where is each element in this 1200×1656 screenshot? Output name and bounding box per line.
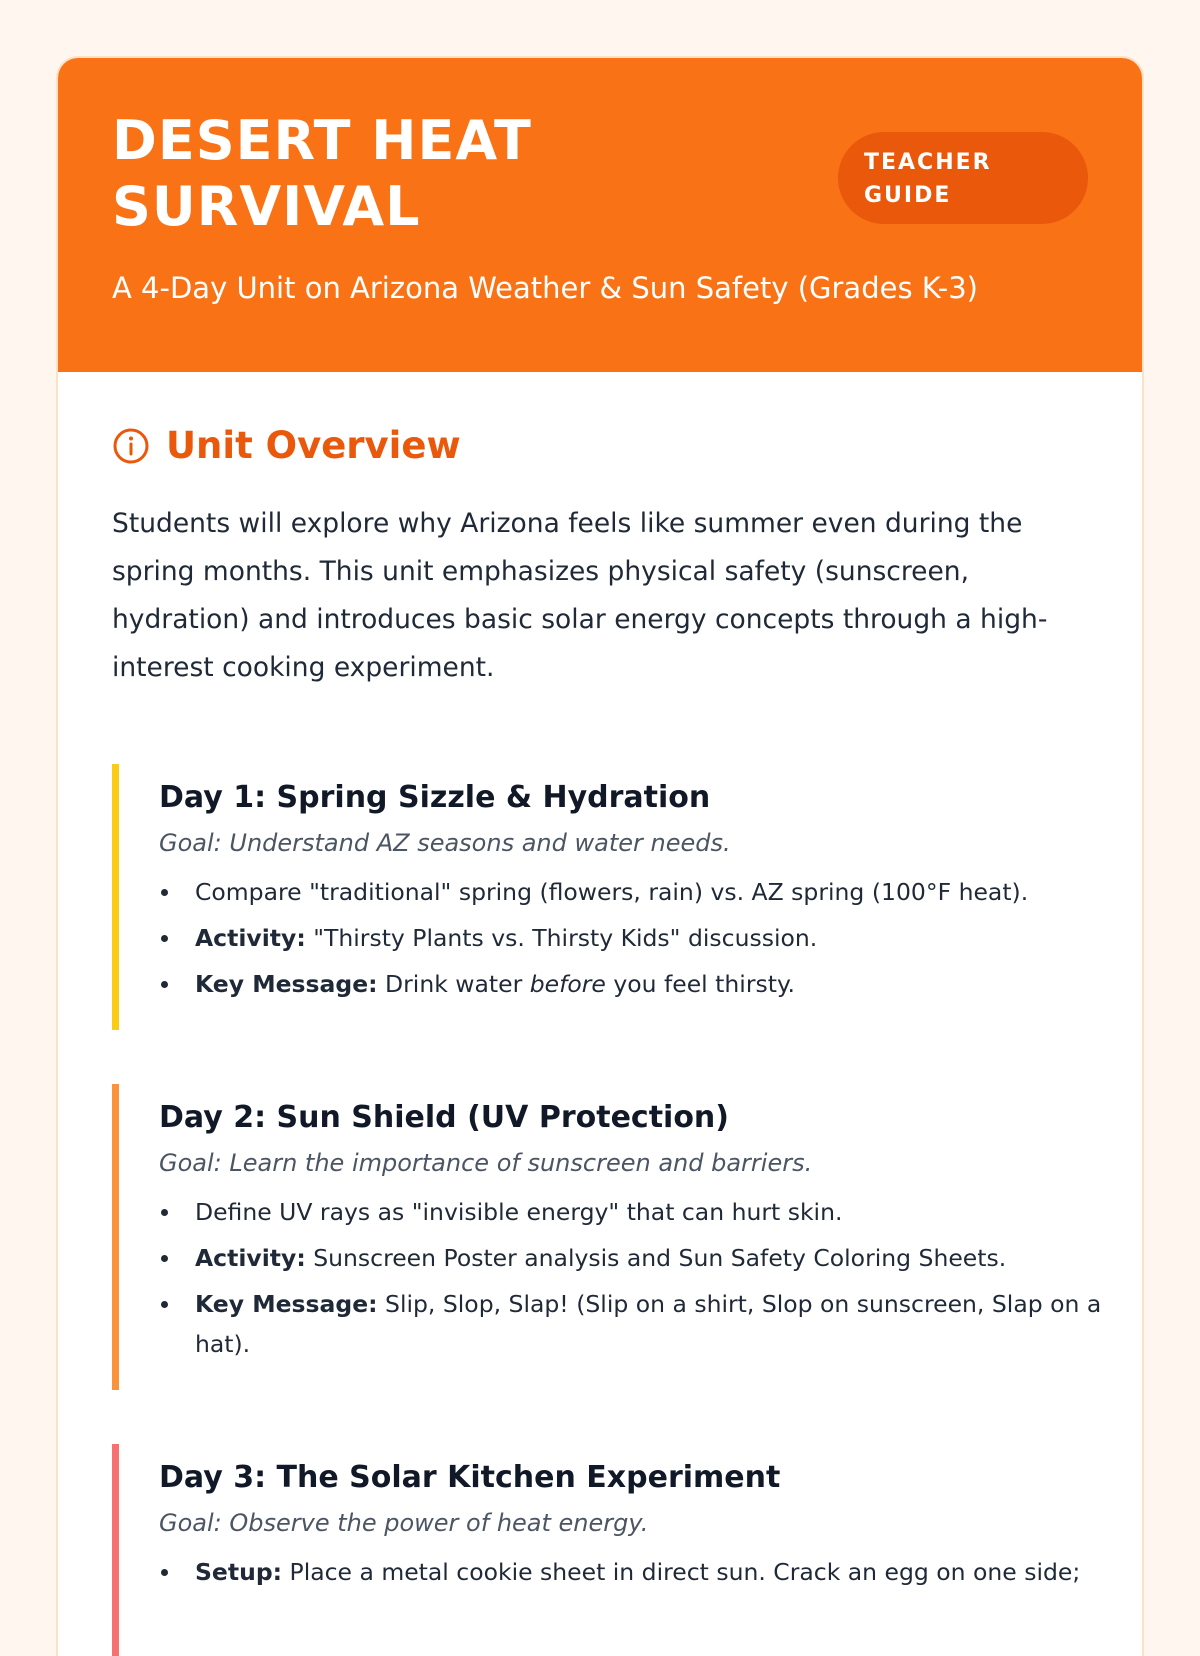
bullet-icon xyxy=(161,1569,168,1576)
day-1-activity-text: "Thirsty Plants vs. Thirsty Kids" discussion. xyxy=(305,924,818,952)
day-1-activity-label: Activity: xyxy=(195,924,306,952)
day-2-title: Day 2: Sun Shield (UV Protection) xyxy=(159,1100,729,1135)
bullet-icon xyxy=(161,1301,168,1308)
day-1-list xyxy=(159,872,1088,1004)
overview-title: Unit Overview xyxy=(166,424,461,467)
day-1-title: Day 1: Spring Sizzle & Hydration xyxy=(159,780,711,815)
bullet-icon xyxy=(161,981,168,988)
unit-subtitle: A 4-Day Unit on Arizona Weather & Sun Safety (Grades K-3) xyxy=(112,271,978,305)
day-3-setup-text: Place a metal cookie sheet in direct sun. Crack an egg on one side; xyxy=(282,1558,1081,1586)
day-2-activity-label: Activity: xyxy=(195,1244,306,1272)
day-3-section xyxy=(112,1444,1088,1656)
badge-line-2: GUIDE xyxy=(864,183,952,208)
list-item xyxy=(159,872,1105,912)
day-2-item-1: Define UV rays as "invisible energy" that can hurt skin. xyxy=(195,1198,843,1226)
teacher-guide-badge xyxy=(838,132,1088,224)
day-1-accent-bar xyxy=(112,764,119,1030)
bullet-icon xyxy=(161,1255,168,1262)
list-item xyxy=(159,1238,1105,1278)
list-item xyxy=(159,1552,1105,1592)
list-item xyxy=(159,964,1105,1004)
list-item xyxy=(159,1284,1105,1364)
unit-content xyxy=(58,372,1142,1656)
bullet-icon xyxy=(161,935,168,942)
day-3-accent-bar xyxy=(112,1444,119,1656)
bullet-icon xyxy=(161,889,168,896)
day-2-goal: Goal: Learn the importance of sunscreen and barriers. xyxy=(159,1149,813,1177)
badge-line-1: TEACHER xyxy=(864,150,992,175)
day-3-setup-label: Setup: xyxy=(195,1558,283,1586)
day-3-title: Day 3: The Solar Kitchen Experiment xyxy=(159,1460,781,1495)
day-2-key-text: Slip, Slop, Slap! (Slip on a shirt, Slop on sunscreen, Slap on a hat). xyxy=(195,1290,1102,1358)
day-1-key-pre: Drink water xyxy=(377,970,530,998)
day-1-section xyxy=(112,764,1088,1030)
info-circle-icon xyxy=(112,427,150,465)
day-1-key-post: you feel thirsty. xyxy=(605,970,795,998)
day-3-list xyxy=(159,1552,1088,1592)
list-item xyxy=(159,918,1105,958)
day-2-list xyxy=(159,1192,1102,1364)
day-1-key-label: Key Message: xyxy=(195,970,378,998)
day-1-goal: Goal: Understand AZ seasons and water needs. xyxy=(159,829,731,857)
unit-title: DESERT HEAT SURVIVAL xyxy=(112,109,532,238)
list-item xyxy=(159,1192,1105,1232)
unit-header xyxy=(58,58,1142,372)
overview-heading xyxy=(112,422,1088,470)
day-1-key-emphasis: before xyxy=(529,970,606,998)
bullet-icon xyxy=(161,1209,168,1216)
day-1-item-1: Compare "traditional" spring (flowers, rain) vs. AZ spring (100°F heat). xyxy=(195,878,1029,906)
day-2-accent-bar xyxy=(112,1084,119,1390)
day-3-goal: Goal: Observe the power of heat energy. xyxy=(159,1509,649,1537)
day-2-section xyxy=(112,1084,1102,1390)
day-2-activity-text: Sunscreen Poster analysis and Sun Safety Coloring Sheets. xyxy=(305,1244,1007,1272)
lesson-card xyxy=(56,56,1144,1656)
day-2-key-label: Key Message: xyxy=(195,1290,378,1318)
overview-text: Students will explore why Arizona feels like summer even during the spring months. This unit emphasizes physical safety (sunscreen, hydration) and introduces basic solar energy concepts through a high-interest cooking experiment. xyxy=(112,508,1048,683)
